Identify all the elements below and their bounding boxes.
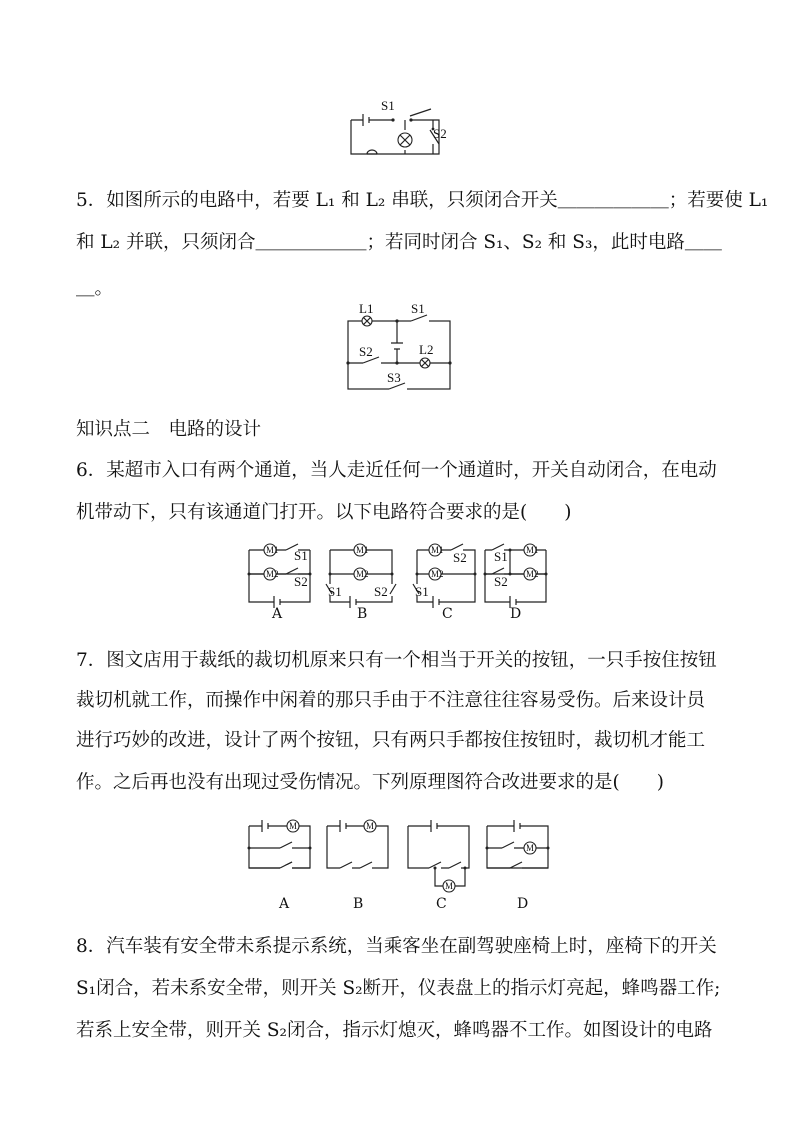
q6-option-b-circuit: [322, 540, 402, 606]
q7-line-1: 7．图文店用于裁纸的裁切机原来只有一个相当于开关的按钮，一只手按住按钮: [76, 650, 717, 671]
q6d-s2-label: S2: [494, 574, 508, 589]
q6c-m1-label: M1: [431, 545, 444, 555]
q6a-s1-label: S1: [294, 548, 308, 563]
q5-line-3: ＿。: [76, 278, 114, 299]
q5-fig-s1-label: S1: [411, 301, 425, 316]
q6c-m2-label: M2: [431, 569, 444, 579]
q6a-m1-label: M1: [266, 545, 279, 555]
q5-fig-l1-label: L1: [359, 301, 374, 316]
q7-option-a-circuit: [246, 818, 316, 874]
q6-option-d-circuit: [482, 540, 552, 606]
top-circuit-diagram: [345, 98, 455, 168]
q6b-m2-label: M2: [356, 569, 369, 579]
q7b-m-label: M: [366, 821, 375, 831]
q7a-m-label: M: [289, 821, 298, 831]
q7-option-c-circuit: [405, 818, 475, 898]
q6-option-c-label: C: [442, 606, 453, 622]
q5-fig-s3-label: S3: [387, 370, 401, 385]
q8-line-1: 8．汽车装有安全带未系提示系统，当乘客坐在副驾驶座椅上时，座椅下的开关: [76, 936, 717, 957]
q6a-m2-label: M2: [266, 569, 279, 579]
q6d-s1-label: S1: [494, 549, 508, 564]
q6-line-1: 6．某超市入口有两个通道，当人走近任何一个通道时，开关自动闭合，在电动: [76, 460, 717, 481]
q6-line-2: 机带动下，只有该通道门打开。以下电路符合要求的是( ): [76, 502, 572, 523]
q7-line-4: 作。之后再也没有出现过受伤情况。下列原理图符合改进要求的是( ): [76, 772, 664, 793]
q6b-m1-label: M1: [356, 545, 369, 555]
q7-option-d-circuit: [484, 818, 554, 874]
q6b-s2-label: S2: [374, 584, 388, 599]
q7d-m-label: M: [526, 843, 535, 853]
q7-line-2: 裁切机就工作，而操作中闲着的那只手由于不注意往往容易受伤。后来设计员: [76, 690, 706, 711]
q6d-m2-label: M2: [526, 569, 539, 579]
q7-option-b-label: B: [353, 896, 364, 912]
q7-option-c-label: C: [436, 896, 447, 912]
q6c-s1-label: S1: [415, 584, 429, 599]
q6-option-a-circuit: [246, 540, 316, 606]
top-fig-s2-label: S2: [433, 126, 447, 141]
q5-fig-s2-label: S2: [359, 344, 373, 359]
q7c-m-label: M: [445, 881, 454, 891]
top-fig-s1-label: S1: [381, 98, 395, 113]
q6-option-b-label: B: [357, 606, 368, 622]
q6b-s1-label: S1: [328, 584, 342, 599]
q8-line-3: 若系上安全带，则开关 S₂闭合，指示灯熄灭，蜂鸣器不工作。如图设计的电路: [76, 1020, 713, 1041]
q5-line-2: 和 L₂ 并联，只须闭合＿＿＿＿＿＿；若同时闭合 S₁、S₂ 和 S₃，此时电路＿＿: [76, 232, 722, 253]
q7-option-a-label: A: [279, 896, 290, 912]
q8-line-2: S₁闭合，若未系安全带，则开关 S₂断开，仪表盘上的指示灯亮起，蜂鸣器工作;: [76, 978, 721, 999]
q5-line-1: 5．如图所示的电路中，若要 L₁ 和 L₂ 串联，只须闭合开关＿＿＿＿＿＿；若要使 L₁: [76, 190, 769, 211]
q7-option-b-circuit: [324, 818, 394, 874]
q7-option-d-label: D: [517, 896, 529, 912]
q5-fig-l2-label: L2: [419, 342, 434, 357]
q6-option-a-label: A: [272, 606, 283, 622]
q6d-m1-label: M1: [526, 545, 539, 555]
q6-option-c-circuit: [405, 540, 481, 606]
section-heading: 知识点二 电路的设计: [76, 419, 262, 440]
q6c-s2-label: S2: [453, 550, 467, 565]
q7-line-3: 进行巧妙的改进，设计了两个按钮，只有两只手都按住按钮时，裁切机才能工: [76, 730, 706, 751]
q6a-s2-label: S2: [294, 574, 308, 589]
q6-option-d-label: D: [510, 606, 522, 622]
q5-circuit-diagram: [345, 301, 455, 397]
